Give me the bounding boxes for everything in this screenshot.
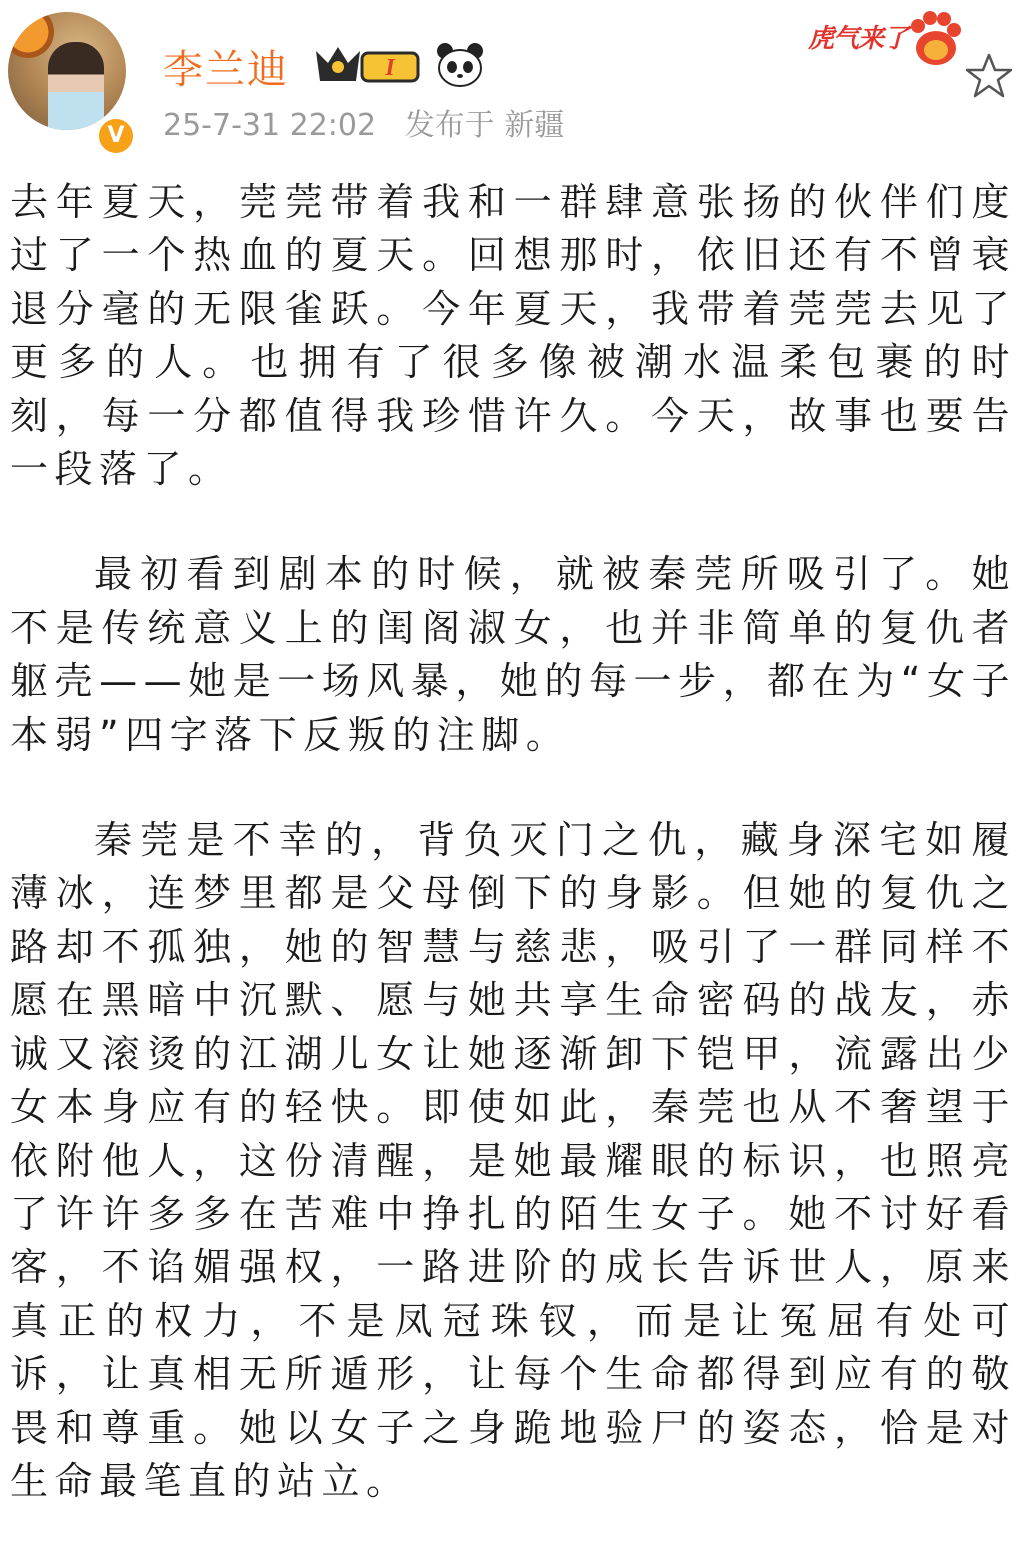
tiger-paw-sticker-icon	[904, 10, 964, 68]
star-favorite-icon[interactable]	[964, 52, 1014, 100]
post-paragraph: 去年夏天，莞莞带着我和一群肆意张扬的伙伴们度过了一个热血的夏天。回想那时，依旧还有不曾衰退分毫的无限雀跃。今年夏天，我带着莞莞去见了更多的人。也拥有了很多像被潮水温柔包裹的时刻，每一分都值得我珍惜许久。今天，故事也要告一段落了。	[10, 180, 1016, 492]
author-name[interactable]: 李兰迪	[163, 47, 289, 93]
post-meta	[163, 100, 564, 144]
post-body	[10, 176, 1016, 1560]
tiger-avatar-frame-icon	[8, 12, 54, 58]
tiger-sticker	[808, 4, 968, 70]
post-header	[0, 0, 1022, 160]
sticker-text: 虎气来了	[808, 24, 909, 54]
avatar[interactable]	[8, 12, 126, 130]
avatar-photo	[48, 42, 104, 130]
crown-level-badge-icon[interactable]	[312, 43, 422, 85]
panda-icon	[436, 42, 484, 88]
post-timestamp: 25-7-31 22:02	[163, 108, 377, 143]
post-location: 发布于 新疆	[404, 108, 565, 143]
level-text: I	[385, 55, 395, 81]
post-paragraph: 最初看到剧本的时候，就被秦莞所吸引了。她不是传统意义上的闺阁淑女，也并非简单的复仇者躯壳——她是一场风暴，她的每一步，都在为“女子本弱”四字落下反叛的注脚。	[10, 552, 1016, 757]
verified-v-icon: V	[96, 116, 136, 156]
post-paragraph: 秦莞是不幸的，背负灭门之仇，藏身深宅如履薄冰，连梦里都是父母倒下的身影。但她的复仇之路却不孤独，她的智慧与慈悲，吸引了一群同样不愿在黑暗中沉默、愿与她共享生命密码的战友，赤诚又滚烫的江湖儿女让她逐渐卸下铠甲，流露出少女本身应有的轻快。即使如此，秦莞也从不奢望于依附他人，这份清醒，是她最耀眼的标识，也照亮了许许多多在苦难中挣扎的陌生女子。她不讨好看客，不谄媚强权，一路进阶的成长告诉世人，原来真正的权力，不是凤冠珠钗，而是让冤屈有处可诉，让真相无所遁形，让每个生命都得到应有的敬畏和尊重。她以女子之身跪地验尸的姿态，恰是对生命最笔直的站立。	[10, 818, 1016, 1503]
